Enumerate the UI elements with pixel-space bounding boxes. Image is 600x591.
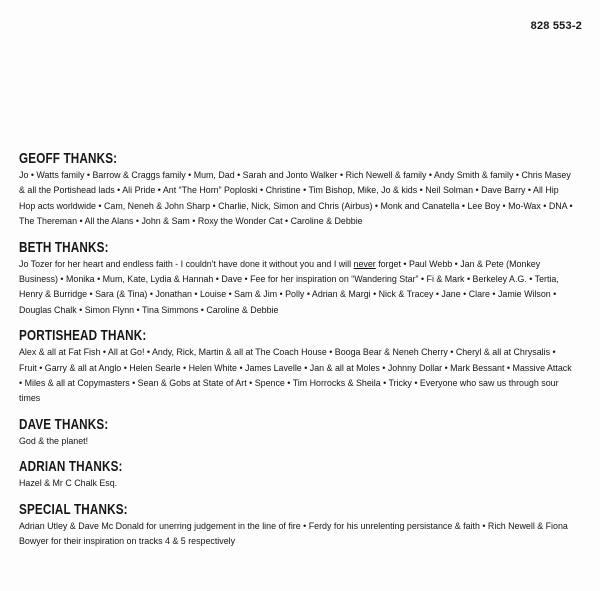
- section-body: God & the planet!: [19, 435, 89, 446]
- section-body: Jo • Watts family • Barrow & Craggs family • Mum, Dad • Sarah and Jonto Walker • Rich Newell & family • Andy Smith & family • Chris Masey & all the Portishead lads • Ali Pride • Ant “The Horn” Poploski • Christine • Tim Bishop, Mike, Jo & kids • Neil Solman • Dave Barry • All Hip Hop acts worldwide • Cam, Neneh & John Sharp • Charlie, Nick, Simon and Chris (Airbus) • Monk and Canatella • Lee Boy • Mo-Wax • DNA • The Thereman • All the Alans • John & Sam • Roxy the Wonder Cat • Caroline & Debbie: [19, 170, 573, 227]
- body-text: Jo Tozer for her heart and endless faith - I couldn't have done it without you and I will: [19, 258, 354, 269]
- section-heading: ADRIAN THANKS:: [19, 458, 123, 476]
- section-heading: BETH THANKS:: [19, 238, 109, 256]
- section-adrian-thanks: [19, 458, 575, 491]
- thanks-credits: [19, 150, 575, 559]
- underlined-word: never: [353, 258, 376, 269]
- section-heading: GEOFF THANKS:: [19, 150, 118, 167]
- catalog-number: 828 553-2: [530, 20, 582, 32]
- section-beth-thanks: [19, 239, 575, 319]
- section-body: [19, 257, 575, 319]
- section-body: Hazel & Mr C Chalk Esq.: [19, 478, 118, 489]
- section-special-thanks: [19, 501, 575, 550]
- section-body: Alex & all at Fat Fish • All at Go! • Andy, Rick, Martin & all at The Coach House • Booga Bear & Neneh Cherry • Cheryl & all at Chrysalis • Fruit • Garry & all at Anglo • Helen Searle • Helen White • James Lavelle • Jan & all at Moles • Johnny Dollar • Mark Bessant • Massive Attack • Miles & all at Copymasters • Sean & Gobs at State of Art • Spence • Tim Horrocks & Sheila • Tricky • Everyone who saw us through sour times: [19, 347, 572, 404]
- section-body: Adrian Utley & Dave Mc Donald for unerring judgement in the line of fire • Ferdy for his unrelenting persistance & faith • Rich Newell & Fiona Bowyer for their inspiration on tracks 4 & 5 respectively: [19, 520, 568, 547]
- section-heading: SPECIAL THANKS:: [19, 500, 128, 518]
- section-dave-thanks: [19, 416, 575, 449]
- section-heading: PORTISHEAD THANK:: [19, 327, 147, 345]
- body-text: forget • Paul Webb • Jan & Pete (Monkey Business) • Monika • Mum, Kate, Lydia & Hannah • Dave • Fee for her inspiration on “Wandering Star” • Fi & Mark • Berkeley A.G. • Tertia, Henry & Burridge • Sara (& Tina) • Jonathan • Louise • Sam & Jim • Polly • Adrian & Margi • Nick & Tracey • Jane • Clare • Jamie Wilson • Douglas Chalk • Simon Flynn • Tina Simmons • Caroline & Debbie: [19, 258, 559, 315]
- section-heading: DAVE THANKS:: [19, 415, 109, 433]
- section-geoff-thanks: [19, 150, 575, 230]
- section-portishead-thank: [19, 327, 575, 407]
